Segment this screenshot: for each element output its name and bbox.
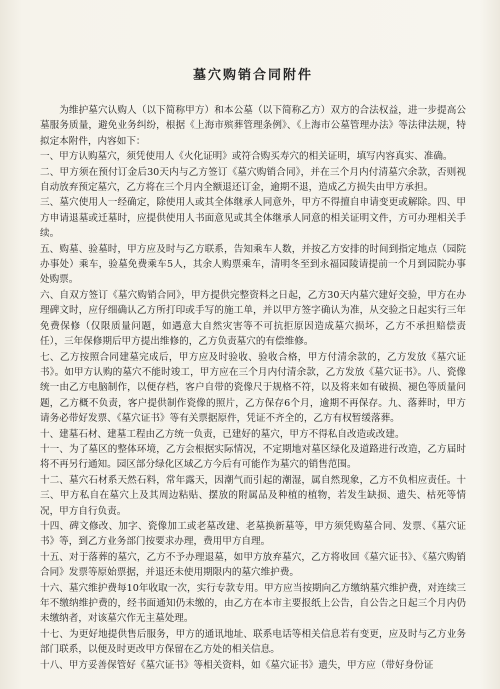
clause-14: 十四、碑文修改、加字、瓷像加工或老墓改建、老墓换新墓等，甲方须凭购墓合同、发票、《墓穴证书》等，到乙方业务部门按要求办理，费用甲方自理。	[40, 520, 466, 548]
clause-3-4: 三、墓穴使用人一经确定，除使用人或其全体继承人同意外，甲方不得擅自申请变更或解除。四、甲方申请退墓或迁墓时，应提供使用人书面意见或其全体继承人同意的相关证明文件，方可办理相关手续。	[40, 197, 466, 240]
clause-7-9: 七、乙方按照合同建墓完成后，甲方应及时验收、验收合格，甲方付清余款的，乙方发放《墓穴证书》。如甲方认购的墓穴不能时竣工，甲方应在三个月内付清余款，乙方发放《墓穴证书》。八、瓷像统一由乙方电脑制作，以便存档，客户自带的瓷像尺于规格不符，以及将来如有破损、褪色等质量问题，乙方概不负责，客户提供制作瓷像的照片，乙方保存6个月，逾期不再保存。九、落葬时，甲方请务必带好发票、《墓穴证书》等有关票据原件，凭证不齐全的，乙方有权暂缓落葬。	[40, 351, 466, 425]
clause-6: 六、自双方签订《墓穴购销合同》，甲方提供完整资料之日起，乙方30天内墓穴建好交验，甲方在办理碑文时，应仔细确认乙方所打印或手写的施工单，并以甲方签字确认为准，从交验之日起实行三年免费保修（仅限质量问题，如遇意大自然灾害等不可抗拒原因造成墓穴损坏，乙方不承担赔偿责任），三年保修期后甲方提出维修的，乙方负责墓穴的有偿维修。	[40, 289, 466, 348]
clause-17: 十七、为更好地提供售后服务，甲方的通讯地址、联系电话等相关信息若有变更，应及时与乙方业务部门联系，以便及时更改甲方保留在乙方处的相关信息。	[40, 628, 466, 656]
clause-1: 一、甲方认购墓穴，须凭使用人《火化证明》或符合购买寿穴的相关证明，填写内容真实、准确。	[40, 151, 453, 163]
clause-11: 十一、为了墓区的整体环境，乙方会根据实际情况，不定期地对墓区绿化及道路进行改造，乙方届时将不再另行通知。园区部分绿化区域乙方今后有可能作为墓穴的销售范围。	[40, 443, 466, 471]
document-title: 墓穴购销合同附件	[192, 68, 313, 83]
clause-18: 十八、甲方妥善保管好《墓穴证书》等相关资料，如《墓穴证书》遗失，甲方应（带好身份证	[40, 659, 434, 671]
intro-paragraph: 为维护墓穴认购人（以下简称甲方）和本公墓（以下简称乙方）双方的合法权益，进一步提高公墓服务质量，避免业务纠纷，根据《上海市殡葬管理条例》、《上海市公墓管理办法》等法律法规，特拟定本附件，内容如下：	[40, 105, 466, 147]
clause-10: 十、建墓石材、建墓工程由乙方统一负责，已建好的墓穴，甲方不得私自改造或改建。	[40, 428, 405, 440]
clause-15: 十五、对于落葬的墓穴，乙方不予办理退墓，如甲方放弃墓穴，乙方将收回《墓穴证书》、《墓穴购销合同》发票等原始票据，并退还未使用期限内的墓穴维护费。	[40, 551, 466, 579]
clause-2: 二、甲方须在预付订金后30天内与乙方签订《墓穴购销合同》，并在三个月内付清墓穴余款，否则视自动放弃预定墓穴，乙方将在三个月内全额退还订金，逾期不退，造成乙方损失由甲方承担。	[40, 166, 466, 194]
clause-16: 十六、墓穴维护费每10年收取一次，实行专款专用。甲方应当按期向乙方缴纳墓穴维护费，对连续三年不缴纳维护费的，经书面通知仍未缴的，由乙方在本市主要报纸上公告，自公告之日起三个月内仍未缴纳者，对该墓穴作无主墓处理。	[40, 582, 466, 625]
clause-5: 五、购墓、验墓时，甲方应及时与乙方联系，告知乘车人数，并按乙方安排的时间到指定地点（园院办事处）乘车，验墓免费乘车5人，其余人购票乘车，清明冬至到永福园陵请提前一个月到园院办事处购票。	[40, 243, 466, 286]
clause-12-13: 十二、墓穴石材系天然石料，常年露天，因潮气而引起的潮湿，属自然现象，乙方不负相应责任。十三、甲方私自在墓穴上及其周边粘贴、摆放的附属品及种植的植物，若发生缺损、遗失、枯死等情况，甲方自行负责。	[40, 474, 466, 517]
